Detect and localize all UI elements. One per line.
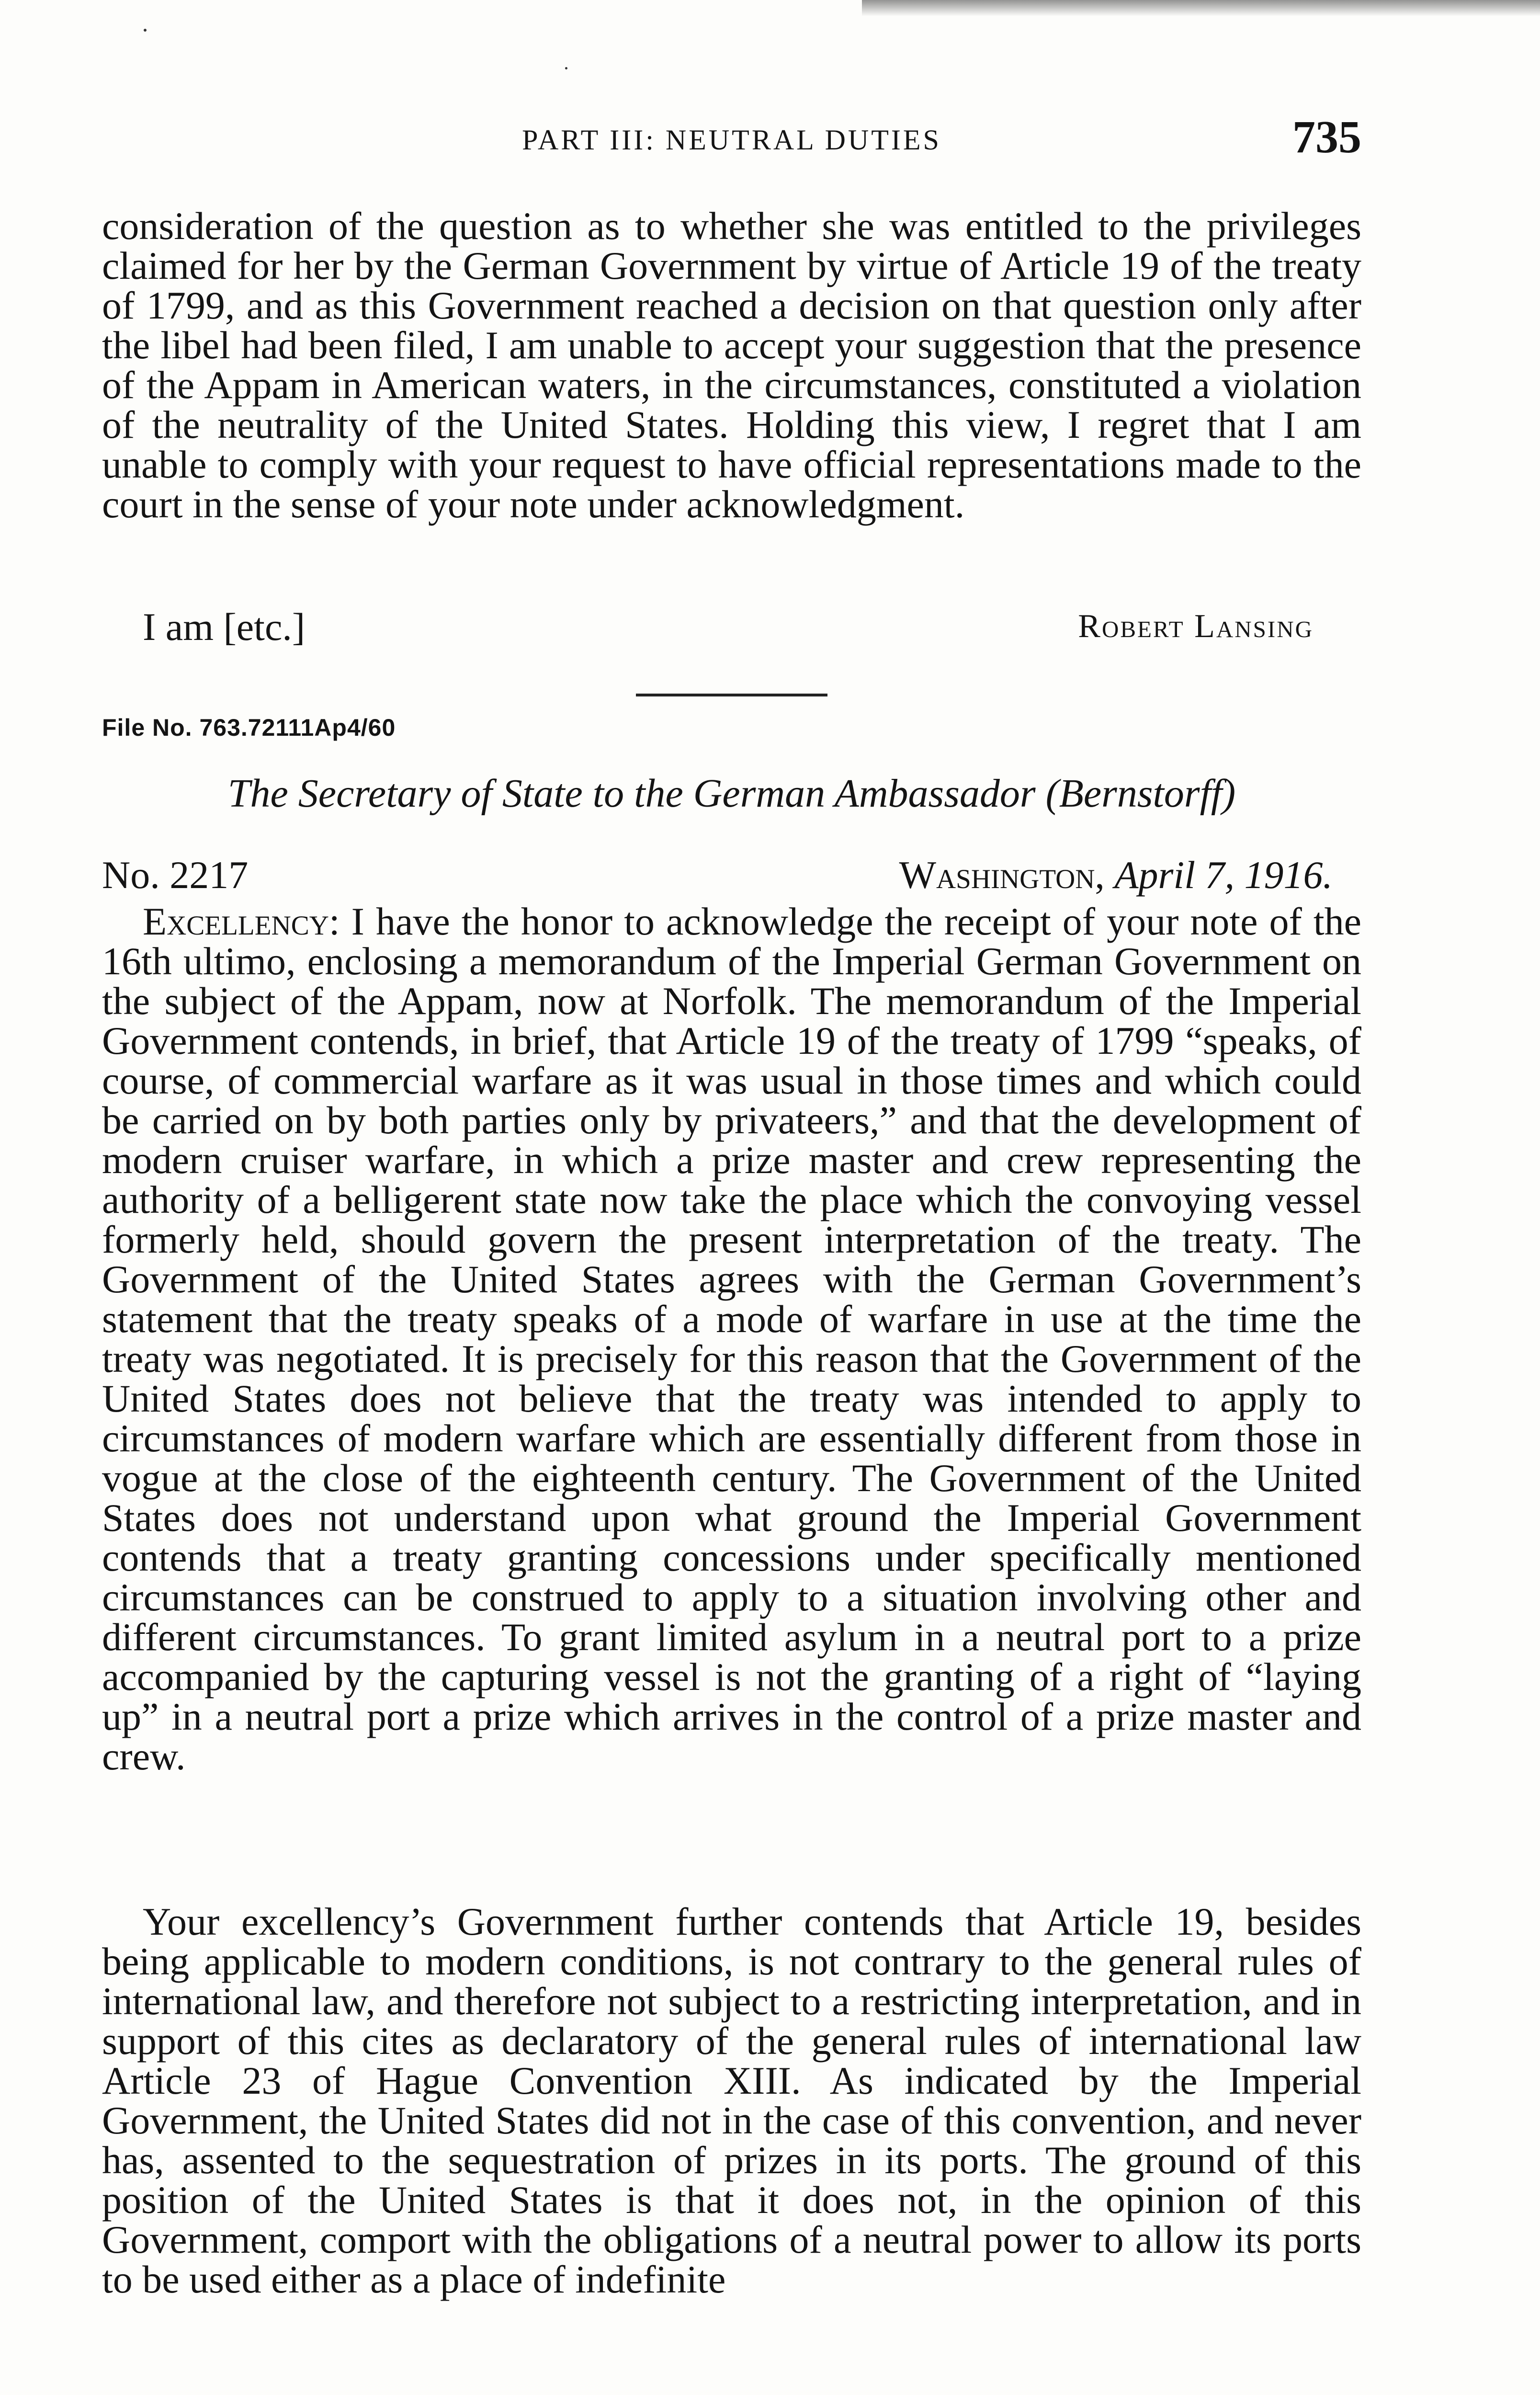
document-heading: The Secretary of State to the German Ambassador (Bernstorff) <box>227 771 1236 816</box>
continued-paragraph: consideration of the question as to whether she was entitled to the privileges claimed for her by the German Government by virtue of Article 19 of the treaty of 1799, and as this Government reached a decision on that question only after the libel had been filed, I am unable to accept your suggestion that the presence of the Appam in American waters, in the circumstances, constituted a violation of the neutrality of the United States. Holding this view, I regret that I am unable to comply with your request to have official representations made to the court in the sense of your note under acknowledgment. <box>102 204 1361 526</box>
dateline-date: April 7, 1916. <box>1114 853 1333 897</box>
scan-speck <box>144 29 147 32</box>
letter-paragraph-1 <box>102 901 1361 1776</box>
letter-paragraph-1-text: I have the honor to acknowledge the receipt of your note of the 16th ultimo, enclosing a memorandum of the Imperial German Government on the subject of the Appam, now at Norfolk. The memorandum of the Imperial Government contends, in brief, that Article 19 of the treaty of 1799 “speaks, of course, of commercial warfare as it was usual in those times and which could be carried on by both parties only by privateers,” and that the development of modern cruiser warfare, in which a prize master and crew representing the authority of a belligerent state now take the place which the convoying vessel formerly held, should govern the present interpretation of the treaty. The Government of the United States agrees with the German Government’s statement that the treaty speaks of a mode of warfare in use at the time the treaty was negotiated. It is precisely for this reason that the Government of the United States does not believe that the treaty was intended to apply to circumstances of modern warfare which are essentially different from those in vogue at the close of the eighteenth century. The Government of the United States does not understand upon what ground the Imperial Government contends that a treaty granting concessions under specifically mentioned circumstances can be construed to apply to a situation involving other and different circumstances. To grant limited asylum in a neutral port to a prize accompanied by the capturing vessel is not the granting of a right of “laying up” in a neutral port a prize which arrives in the control of a prize master and crew. <box>102 900 1361 1778</box>
file-number: File No. 763.72111Ap4/60 <box>102 714 396 741</box>
continued-letter <box>102 206 1361 524</box>
closing-salutation: I am [etc.] <box>143 605 306 649</box>
letter-salutation: Excellency: <box>143 900 340 943</box>
letter-closing <box>102 604 1361 648</box>
document-number: No. 2217 <box>102 853 249 897</box>
page-number: 735 <box>1292 111 1361 162</box>
dateline <box>102 853 1361 896</box>
letter-paragraph-2: Your excellency’s Government further contends that Article 19, besides being applicable to modern conditions, is not contrary to the general rules of international law, and therefore not subject to a restricting interpretation, and in support of this cites as declaratory of the general rules of international law Article 23 of Hague Convention XIII. As indicated by the Imperial Government, the United States did not in the case of this convention, and never has, assented to the sequestration of prizes in its ports. The ground of this position of the United States is that it does not, in the opinion of this Government, comport with the obligations of a neutral power to allow its ports to be used either as a place of indefinite <box>102 1900 1361 2301</box>
running-head-title: PART III: NEUTRAL DUTIES <box>522 124 941 156</box>
scan-edge-artifact <box>862 0 1540 16</box>
running-head <box>102 111 1361 171</box>
place-and-date <box>899 853 1333 898</box>
dateline-place: Washington, <box>899 853 1105 897</box>
letter-body-continued <box>102 1902 1361 2299</box>
scan-speck <box>565 67 567 69</box>
signature: Robert Lansing <box>1078 608 1314 645</box>
section-divider <box>636 694 827 696</box>
letter-body <box>102 901 1361 1776</box>
